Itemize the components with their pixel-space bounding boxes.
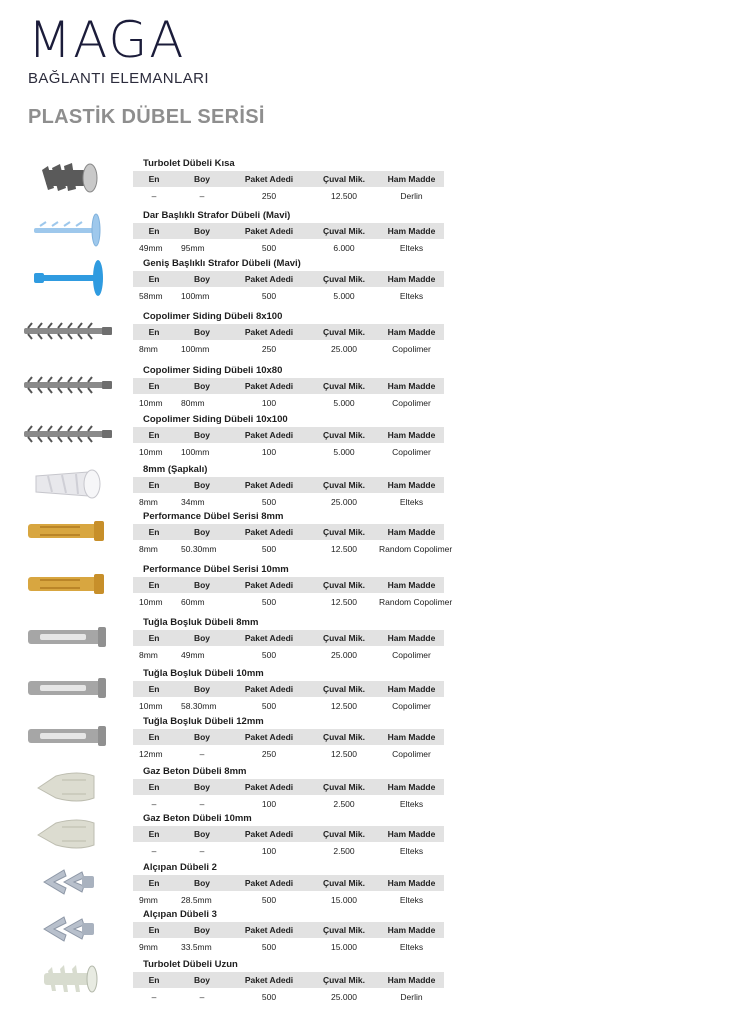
- spec-header-cell: Ham Madde: [387, 732, 436, 742]
- spec-header-cell: Paket Adedi: [244, 878, 294, 888]
- brick-plug-icon: [18, 714, 118, 758]
- brick-plug-icon: [18, 666, 118, 710]
- spec-header-cell: Boy: [193, 684, 211, 694]
- spec-value-cell: Derlin: [400, 992, 423, 1002]
- spec-value-cell: 8mm: [139, 344, 158, 354]
- spec-header-cell: Ham Madde: [387, 274, 436, 284]
- spec-value-cell: 34mm: [181, 497, 205, 507]
- spec-value-cell: 50.30mm: [181, 544, 217, 554]
- product-name: Turbolet Dübeli Uzun: [143, 959, 238, 970]
- spec-value-cell: Copolimer: [392, 650, 431, 660]
- spec-value-cell: 58.30mm: [181, 701, 217, 711]
- spec-value-cell: Copolimer: [392, 344, 431, 354]
- product-item: [0, 858, 738, 910]
- spec-value-cell: 10mm: [139, 447, 163, 457]
- spec-value-cell: 10mm: [139, 701, 163, 711]
- spec-value-cell: 25.000: [331, 497, 357, 507]
- product-item: [0, 905, 738, 957]
- product-name: Gaz Beton Dübeli 10mm: [143, 813, 252, 824]
- product-name: Gaz Beton Dübeli 8mm: [143, 766, 247, 777]
- spec-value-cell: Elteks: [399, 243, 424, 253]
- spec-value-row: [133, 288, 444, 304]
- spec-header-cell: Paket Adedi: [244, 381, 294, 391]
- spec-value-cell: 100: [261, 846, 277, 856]
- spec-value-cell: 500: [261, 650, 277, 660]
- page-title: PLASTİK DÜBEL SERİSİ: [28, 106, 265, 128]
- spec-header-cell: En: [148, 480, 160, 490]
- spec-header-cell: Ham Madde: [387, 829, 436, 839]
- spec-header-cell: Ham Madde: [387, 878, 436, 888]
- spec-header-cell: Ham Madde: [387, 684, 436, 694]
- spec-value-cell: Copolimer: [392, 398, 431, 408]
- spec-header-cell: Çuval Mik.: [322, 527, 366, 537]
- spec-value-cell: Elteks: [399, 799, 424, 809]
- spec-value-cell: 12.500: [331, 597, 357, 607]
- spec-header-cell: En: [148, 580, 160, 590]
- brand-logo: [28, 12, 209, 87]
- spec-header-cell: En: [148, 878, 160, 888]
- spec-header-cell: Paket Adedi: [244, 226, 294, 236]
- spec-value-cell: 25.000: [331, 650, 357, 660]
- spec-header-cell: Boy: [193, 226, 211, 236]
- spec-header-cell: Boy: [193, 633, 211, 643]
- spec-value-cell: 25.000: [331, 992, 357, 1002]
- spec-value-row: [133, 395, 444, 411]
- spec-header-row: [133, 922, 444, 938]
- product-name: Performance Dübel Serisi 8mm: [143, 511, 284, 522]
- spec-header-row: [133, 477, 444, 493]
- product-name: Alçıpan Dübeli 2: [143, 862, 217, 873]
- spec-header-cell: Çuval Mik.: [322, 381, 366, 391]
- spec-header-cell: Paket Adedi: [244, 274, 294, 284]
- spec-value-cell: 100: [261, 799, 277, 809]
- spec-header-row: [133, 171, 444, 187]
- product-name: Dar Başlıklı Strafor Dübeli (Mavi): [143, 210, 291, 221]
- spec-value-cell: 500: [261, 597, 277, 607]
- spec-value-row: [133, 989, 444, 1005]
- spec-header-cell: Boy: [193, 274, 211, 284]
- spec-value-cell: –: [151, 191, 157, 201]
- spec-value-row: [133, 444, 444, 460]
- spec-header-cell: Ham Madde: [387, 580, 436, 590]
- spec-value-cell: –: [199, 799, 205, 809]
- spec-header-cell: Paket Adedi: [244, 430, 294, 440]
- spec-value-row: [133, 594, 453, 610]
- spec-header-cell: Paket Adedi: [244, 174, 294, 184]
- spec-header-cell: Boy: [193, 527, 211, 537]
- spec-value-cell: 33.5mm: [181, 942, 212, 952]
- spec-header-cell: En: [148, 829, 160, 839]
- spec-value-cell: –: [199, 191, 205, 201]
- spec-value-cell: 12.500: [331, 544, 357, 554]
- insulation-anchor-narrow-icon: [18, 208, 118, 252]
- drywall-plug-icon: [18, 860, 118, 904]
- spec-header-cell: Boy: [193, 381, 211, 391]
- spec-header-cell: Ham Madde: [387, 782, 436, 792]
- brand-tagline: BAĞLANTI ELEMANLARI: [28, 70, 209, 87]
- spec-value-cell: 25.000: [331, 344, 357, 354]
- product-item: [0, 507, 738, 559]
- spec-value-cell: 500: [261, 497, 277, 507]
- spec-value-cell: 8mm: [139, 497, 158, 507]
- product-item: [0, 307, 738, 359]
- product-name: Tuğla Boşluk Dübeli 8mm: [143, 617, 259, 628]
- spec-header-cell: En: [148, 226, 160, 236]
- spec-header-row: [133, 324, 444, 340]
- product-name: Alçıpan Dübeli 3: [143, 909, 217, 920]
- spec-header-cell: Çuval Mik.: [322, 580, 366, 590]
- spec-header-cell: Ham Madde: [387, 226, 436, 236]
- spec-header-row: [133, 972, 444, 988]
- product-item: [0, 664, 738, 716]
- spec-value-cell: 8mm: [139, 650, 158, 660]
- product-item: [0, 762, 738, 814]
- spec-value-cell: 500: [261, 992, 277, 1002]
- product-item: [0, 613, 738, 665]
- spec-value-cell: 49mm: [181, 650, 205, 660]
- spec-header-row: [133, 577, 444, 593]
- product-item: [0, 809, 738, 861]
- product-item: [0, 955, 738, 1007]
- spec-header-row: [133, 223, 444, 239]
- spec-value-cell: 500: [261, 895, 277, 905]
- spec-value-cell: 60mm: [181, 597, 205, 607]
- spec-header-cell: En: [148, 633, 160, 643]
- spec-value-row: [133, 843, 444, 859]
- spec-value-cell: 10mm: [139, 398, 163, 408]
- brand-name: MAGA: [28, 11, 186, 69]
- spec-value-cell: 12mm: [139, 749, 163, 759]
- spec-header-row: [133, 875, 444, 891]
- spec-value-cell: Elteks: [399, 846, 424, 856]
- spec-header-row: [133, 729, 444, 745]
- product-name: Tuğla Boşluk Dübeli 12mm: [143, 716, 264, 727]
- product-name: Copolimer Siding Dübeli 10x100: [143, 414, 288, 425]
- spec-header-cell: Ham Madde: [387, 327, 436, 337]
- drywall-plug-icon: [18, 907, 118, 951]
- product-item: [0, 712, 738, 764]
- spec-header-cell: En: [148, 381, 160, 391]
- spec-value-cell: –: [151, 846, 157, 856]
- product-item: [0, 361, 738, 413]
- spec-value-row: [133, 939, 444, 955]
- spec-header-cell: En: [148, 327, 160, 337]
- spec-header-row: [133, 630, 444, 646]
- performance-plug-icon: [18, 562, 118, 606]
- spec-value-cell: 12.500: [331, 191, 357, 201]
- spec-header-cell: Çuval Mik.: [322, 925, 366, 935]
- spec-header-cell: Ham Madde: [387, 480, 436, 490]
- product-item: [0, 206, 738, 258]
- product-name: Tuğla Boşluk Dübeli 10mm: [143, 668, 264, 679]
- spec-value-cell: 100mm: [181, 447, 210, 457]
- spec-header-cell: Boy: [193, 174, 211, 184]
- spec-value-row: [133, 341, 444, 357]
- spec-value-cell: 5.000: [333, 291, 355, 301]
- spec-value-cell: –: [199, 846, 205, 856]
- spec-header-cell: Paket Adedi: [244, 580, 294, 590]
- spec-value-cell: 100: [261, 447, 277, 457]
- spec-value-cell: Derlin: [400, 191, 423, 201]
- spec-header-cell: Ham Madde: [387, 925, 436, 935]
- spec-value-cell: 5.000: [333, 447, 355, 457]
- product-name: Performance Dübel Serisi 10mm: [143, 564, 289, 575]
- insulation-anchor-wide-icon: [18, 256, 118, 300]
- spec-header-cell: Boy: [193, 732, 211, 742]
- spec-value-cell: 500: [261, 544, 277, 554]
- spec-header-cell: Ham Madde: [387, 174, 436, 184]
- spec-header-cell: Çuval Mik.: [322, 430, 366, 440]
- spec-value-cell: 100mm: [181, 291, 210, 301]
- spec-value-cell: 9mm: [139, 895, 158, 905]
- spec-value-cell: 12.500: [331, 701, 357, 711]
- spec-header-cell: Paket Adedi: [244, 327, 294, 337]
- spec-header-cell: Ham Madde: [387, 527, 436, 537]
- spec-header-cell: Boy: [193, 782, 211, 792]
- aerated-concrete-plug-icon: [18, 764, 118, 808]
- spec-header-row: [133, 524, 444, 540]
- spec-header-cell: Çuval Mik.: [322, 782, 366, 792]
- spec-header-cell: En: [148, 782, 160, 792]
- spec-value-cell: 100mm: [181, 344, 210, 354]
- turbolet-short-icon: [18, 156, 118, 200]
- spec-header-cell: Çuval Mik.: [322, 480, 366, 490]
- spec-value-cell: 80mm: [181, 398, 205, 408]
- spec-header-cell: Çuval Mik.: [322, 226, 366, 236]
- spec-value-cell: 2.500: [333, 799, 355, 809]
- spec-header-cell: Paket Adedi: [244, 527, 294, 537]
- spec-value-cell: 28.5mm: [181, 895, 212, 905]
- siding-plug-icon: [18, 412, 118, 456]
- spec-header-cell: Çuval Mik.: [322, 327, 366, 337]
- product-item: [0, 460, 738, 512]
- spec-header-cell: Paket Adedi: [244, 782, 294, 792]
- spec-value-cell: 250: [261, 749, 277, 759]
- product-name: Geniş Başlıklı Strafor Dübeli (Mavi): [143, 258, 301, 269]
- spec-header-cell: Paket Adedi: [244, 829, 294, 839]
- spec-header-row: [133, 271, 444, 287]
- spec-header-cell: Paket Adedi: [244, 633, 294, 643]
- spec-header-row: [133, 779, 444, 795]
- spec-value-cell: –: [151, 799, 157, 809]
- performance-plug-icon: [18, 509, 118, 553]
- spec-header-cell: En: [148, 430, 160, 440]
- spec-header-cell: En: [148, 925, 160, 935]
- spec-value-cell: 49mm: [139, 243, 163, 253]
- spec-header-cell: En: [148, 975, 160, 985]
- spec-header-cell: Ham Madde: [387, 633, 436, 643]
- spec-header-row: [133, 378, 444, 394]
- spec-value-cell: 500: [261, 243, 277, 253]
- spec-header-cell: Paket Adedi: [244, 975, 294, 985]
- spec-header-cell: Boy: [193, 878, 211, 888]
- spec-header-cell: En: [148, 274, 160, 284]
- spec-header-cell: Boy: [193, 975, 211, 985]
- spec-header-row: [133, 427, 444, 443]
- product-name: Copolimer Siding Dübeli 10x80: [143, 365, 283, 376]
- product-name: Copolimer Siding Dübeli 8x100: [143, 311, 283, 322]
- spec-header-cell: Çuval Mik.: [322, 684, 366, 694]
- spec-value-row: [133, 188, 444, 204]
- spec-value-cell: –: [151, 992, 157, 1002]
- brick-plug-icon: [18, 615, 118, 659]
- spec-value-cell: 250: [261, 191, 277, 201]
- spec-value-cell: 58mm: [139, 291, 163, 301]
- spec-header-cell: Çuval Mik.: [322, 878, 366, 888]
- spec-value-cell: Elteks: [399, 497, 424, 507]
- spec-value-cell: 12.500: [331, 749, 357, 759]
- capped-plug-icon: [18, 462, 118, 506]
- spec-header-cell: Çuval Mik.: [322, 174, 366, 184]
- spec-header-cell: Paket Adedi: [244, 925, 294, 935]
- aerated-concrete-plug-icon: [18, 811, 118, 855]
- spec-value-row: [133, 647, 444, 663]
- spec-header-cell: Boy: [193, 580, 211, 590]
- spec-value-cell: –: [199, 749, 205, 759]
- spec-header-cell: Paket Adedi: [244, 732, 294, 742]
- spec-value-cell: 500: [261, 942, 277, 952]
- spec-value-cell: 250: [261, 344, 277, 354]
- spec-value-cell: Random Copolimer: [379, 597, 453, 607]
- spec-value-cell: 8mm: [139, 544, 158, 554]
- spec-value-cell: 500: [261, 291, 277, 301]
- spec-header-cell: Çuval Mik.: [322, 274, 366, 284]
- spec-value-cell: Copolimer: [392, 749, 431, 759]
- spec-header-cell: Boy: [193, 925, 211, 935]
- product-item: [0, 254, 738, 306]
- spec-header-cell: En: [148, 174, 160, 184]
- spec-header-cell: Boy: [193, 430, 211, 440]
- product-item: [0, 560, 738, 612]
- spec-header-row: [133, 826, 444, 842]
- spec-header-cell: Çuval Mik.: [322, 633, 366, 643]
- spec-value-cell: Copolimer: [392, 447, 431, 457]
- spec-value-cell: 10mm: [139, 597, 163, 607]
- spec-value-cell: 500: [261, 701, 277, 711]
- spec-value-cell: Elteks: [399, 895, 424, 905]
- spec-header-cell: En: [148, 732, 160, 742]
- spec-value-cell: 2.500: [333, 846, 355, 856]
- spec-value-cell: Copolimer: [392, 701, 431, 711]
- spec-value-cell: 5.000: [333, 398, 355, 408]
- spec-value-cell: 9mm: [139, 942, 158, 952]
- siding-plug-icon: [18, 363, 118, 407]
- spec-header-row: [133, 681, 444, 697]
- spec-value-cell: Elteks: [399, 291, 424, 301]
- spec-header-cell: Paket Adedi: [244, 480, 294, 490]
- spec-header-cell: Ham Madde: [387, 430, 436, 440]
- spec-header-cell: Çuval Mik.: [322, 732, 366, 742]
- spec-value-cell: 95mm: [181, 243, 205, 253]
- spec-header-cell: En: [148, 527, 160, 537]
- spec-value-cell: 100: [261, 398, 277, 408]
- product-name: Turbolet Dübeli Kısa: [143, 158, 235, 169]
- siding-plug-icon: [18, 309, 118, 353]
- spec-value-row: [133, 541, 453, 557]
- spec-value-cell: Elteks: [399, 942, 424, 952]
- product-item: [0, 410, 738, 462]
- spec-header-cell: En: [148, 684, 160, 694]
- spec-value-cell: –: [199, 992, 205, 1002]
- spec-value-cell: 15.000: [331, 895, 357, 905]
- spec-header-cell: Boy: [193, 829, 211, 839]
- spec-header-cell: Çuval Mik.: [322, 975, 366, 985]
- spec-header-cell: Paket Adedi: [244, 684, 294, 694]
- spec-header-cell: Çuval Mik.: [322, 829, 366, 839]
- spec-value-cell: 6.000: [333, 243, 355, 253]
- product-name: 8mm (Şapkalı): [143, 464, 208, 475]
- spec-header-cell: Ham Madde: [387, 975, 436, 985]
- spec-header-cell: Ham Madde: [387, 381, 436, 391]
- spec-header-cell: Boy: [193, 327, 211, 337]
- spec-value-cell: Random Copolimer: [379, 544, 453, 554]
- spec-value-row: [133, 746, 444, 762]
- product-item: [0, 154, 738, 206]
- spec-header-cell: Boy: [193, 480, 211, 490]
- spec-value-cell: 15.000: [331, 942, 357, 952]
- turbolet-long-icon: [18, 957, 118, 1001]
